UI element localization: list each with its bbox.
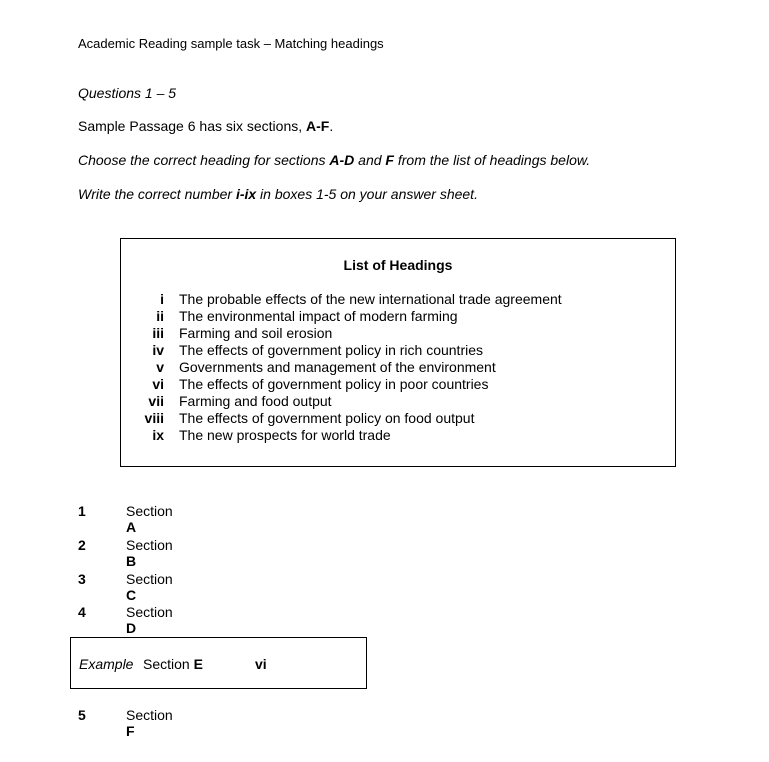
question-section <box>126 503 173 535</box>
intro-line-3-part2: in boxes 1-5 on your answer sheet. <box>256 186 478 202</box>
question-section <box>126 571 173 603</box>
heading-text: The environmental impact of modern farming <box>179 308 458 324</box>
section-word: Section <box>143 656 190 672</box>
intro-line-1 <box>78 118 333 134</box>
intro-line-2-part1: Choose the correct heading for sections <box>78 152 330 168</box>
intro-line-1-bold: A-F <box>306 118 330 134</box>
heading-number: ix <box>152 427 164 443</box>
intro-line-3-part1: Write the correct number <box>78 186 236 202</box>
section-letter: B <box>126 553 137 569</box>
heading-number: vi <box>152 376 164 392</box>
question-number: 5 <box>78 707 86 723</box>
intro-line-3 <box>78 186 478 202</box>
heading-number: ii <box>156 308 164 324</box>
list-of-headings-box <box>120 238 676 467</box>
section-word: Section <box>126 503 173 519</box>
question-number: 3 <box>78 571 86 587</box>
example-label: Example <box>79 656 134 672</box>
section-word: Section <box>126 571 173 587</box>
intro-line-1-prefix: Sample Passage 6 has six sections, <box>78 118 307 134</box>
questions-title: Questions 1 – 5 <box>78 85 177 101</box>
intro-line-3-bold: i-ix <box>235 186 257 202</box>
heading-text: The new prospects for world trade <box>179 427 391 443</box>
heading-text: The effects of government policy on food output <box>179 410 475 426</box>
heading-text: The probable effects of the new international trade agreement <box>179 291 562 307</box>
question-number: 4 <box>78 604 86 620</box>
section-word: Section <box>126 537 173 553</box>
heading-item <box>121 291 661 308</box>
section-letter: D <box>126 620 137 636</box>
heading-text: Farming and food output <box>179 393 332 409</box>
section-letter: E <box>193 656 203 672</box>
question-number: 2 <box>78 537 86 553</box>
heading-item <box>121 410 661 427</box>
intro-line-2-bold1: A-D <box>329 152 355 168</box>
example-box <box>70 637 367 689</box>
heading-number: v <box>156 359 164 375</box>
heading-number: iv <box>152 342 164 358</box>
heading-item <box>121 359 661 376</box>
question-section <box>126 604 173 636</box>
heading-item <box>121 342 661 359</box>
heading-item <box>121 325 661 342</box>
example-answer: vi <box>255 656 267 672</box>
document-header: Academic Reading sample task – Matching headings <box>78 36 384 51</box>
heading-item <box>121 393 661 410</box>
heading-item <box>121 308 661 325</box>
heading-number: i <box>160 291 164 307</box>
question-section <box>126 537 173 569</box>
section-letter: A <box>126 519 137 535</box>
headings-list <box>121 291 661 444</box>
intro-line-2 <box>78 152 590 168</box>
heading-text: Governments and management of the environment <box>179 359 496 375</box>
example-section <box>143 656 203 672</box>
heading-number: iii <box>152 325 164 341</box>
heading-item <box>121 427 661 444</box>
intro-line-2-bold2: F <box>385 152 394 168</box>
section-word: Section <box>126 604 173 620</box>
heading-text: The effects of government policy in poor countries <box>179 376 489 392</box>
intro-line-2-part3: from the list of headings below. <box>393 152 591 168</box>
question-section <box>126 707 173 739</box>
heading-text: Farming and soil erosion <box>179 325 333 341</box>
section-letter: F <box>126 723 135 739</box>
heading-text: The effects of government policy in rich countries <box>179 342 484 358</box>
list-of-headings-title: List of Headings <box>343 257 453 273</box>
heading-number: viii <box>144 410 164 426</box>
intro-line-2-part2: and <box>354 152 386 168</box>
section-letter: C <box>126 587 137 603</box>
intro-line-1-suffix: . <box>329 118 334 134</box>
heading-number: vii <box>148 393 164 409</box>
question-number: 1 <box>78 503 86 519</box>
section-word: Section <box>126 707 173 723</box>
heading-item <box>121 376 661 393</box>
